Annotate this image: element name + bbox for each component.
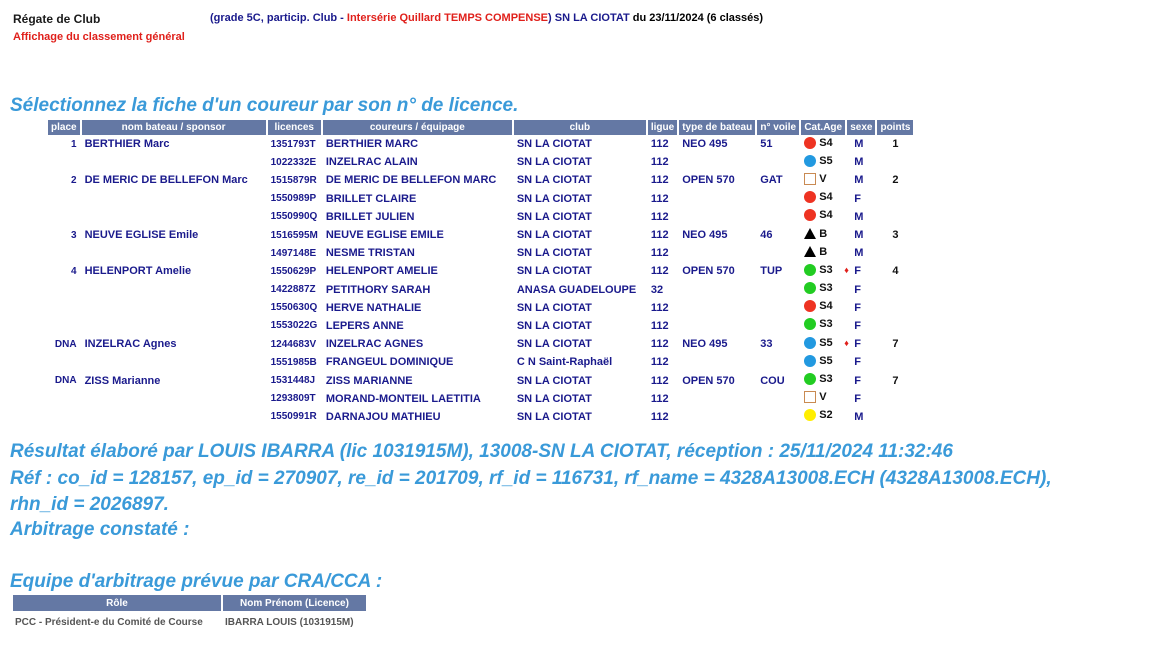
sex-label: F	[854, 374, 861, 387]
page-title: Régate de Club	[13, 12, 101, 26]
place-cell	[48, 153, 80, 171]
sex-label: M	[854, 247, 864, 260]
circle-icon	[804, 318, 816, 330]
arb-role: PCC - Président-e du Comité de Course	[15, 617, 203, 628]
female-skipper-icon: ♦	[844, 338, 849, 349]
boat-type-cell	[679, 390, 755, 408]
age-category-label: S5	[819, 354, 833, 367]
age-category	[804, 300, 832, 312]
boat-type-cell	[679, 190, 755, 208]
table-row	[48, 335, 913, 353]
licence-link[interactable]: 1516595M	[270, 229, 318, 241]
licence-link[interactable]: 1351793T	[270, 138, 316, 150]
sex-cell	[847, 153, 875, 171]
circle-icon	[804, 209, 816, 221]
ligue-cell: 112	[650, 410, 669, 423]
licence-link[interactable]: 1022332E	[270, 156, 317, 168]
points-cell	[877, 408, 913, 426]
boat-type-cell: NEO 495	[682, 229, 728, 242]
place-cell	[48, 390, 80, 408]
age-category-label: S3	[819, 373, 833, 386]
sex-label: F	[854, 356, 861, 369]
age-category	[804, 391, 826, 403]
arb-row	[13, 611, 366, 634]
sex-cell	[847, 317, 875, 335]
age-category	[804, 355, 832, 367]
age-category	[804, 191, 832, 203]
crew-cell: BERTHIER MARC	[325, 138, 419, 151]
col-sail-number: n° voile	[757, 120, 799, 135]
ligue-cell: 112	[650, 374, 669, 387]
age-category-label: S3	[819, 263, 833, 276]
boat-cell: ZISS Marianne	[84, 374, 161, 387]
points-cell	[877, 208, 913, 226]
club-cell: ANASA GUADELOUPE	[516, 283, 637, 296]
boat-cell: NEUVE EGLISE Emile	[84, 229, 199, 242]
club-cell: SN LA CIOTAT	[516, 319, 592, 332]
place-cell	[48, 190, 80, 208]
square-icon	[804, 173, 816, 185]
age-category-label: S3	[819, 318, 833, 331]
club-cell: SN LA CIOTAT	[516, 229, 592, 242]
result-line: Résultat élaboré par LOUIS IBARRA (lic 1031915M), 13008-SN LA CIOTAT, réception : 25/11/2024 11:32:46	[10, 441, 953, 462]
ligue-cell: 112	[650, 192, 669, 205]
table-row	[48, 281, 913, 299]
age-category-cell	[801, 226, 845, 244]
boat-type-cell: OPEN 570	[682, 374, 735, 387]
boat-type-cell	[679, 281, 755, 299]
place-cell	[48, 317, 80, 335]
boat-type-cell	[679, 208, 755, 226]
table-row	[48, 353, 913, 371]
sex-cell	[847, 390, 875, 408]
licence-link[interactable]: 1293809T	[270, 393, 316, 405]
age-category	[804, 228, 827, 240]
crew-cell: BRILLET JULIEN	[325, 210, 415, 223]
club-cell: SN LA CIOTAT	[516, 410, 592, 423]
licence-link[interactable]: 1422887Z	[270, 284, 316, 296]
club-cell: SN LA CIOTAT	[516, 338, 592, 351]
points-cell: 7	[892, 374, 899, 387]
ligue-cell: 112	[650, 392, 669, 405]
points-cell	[877, 317, 913, 335]
licence-link[interactable]: 1550989P	[270, 193, 317, 205]
club-cell: SN LA CIOTAT	[516, 374, 592, 387]
results-table	[46, 120, 915, 426]
crew-cell: BRILLET CLAIRE	[325, 192, 417, 205]
table-row	[48, 262, 913, 280]
sex-cell	[847, 135, 875, 153]
ligue-cell: 112	[650, 210, 669, 223]
sail-number-cell: 33	[760, 338, 773, 351]
place-cell	[48, 353, 80, 371]
arb-col-role: Rôle	[13, 595, 221, 611]
boat-cell	[82, 390, 266, 408]
sail-number-cell	[757, 208, 799, 226]
circle-icon	[804, 155, 816, 167]
licence-link[interactable]: 1550629P	[270, 265, 317, 277]
sex-label: F	[854, 283, 861, 296]
club-cell: C N Saint-Raphaël	[516, 356, 613, 369]
ref-line-2: rhn_id = 2026897.	[10, 494, 169, 515]
crew-cell: FRANGEUL DOMINIQUE	[325, 356, 454, 369]
ligue-cell: 112	[650, 301, 669, 314]
col-licence: licences	[268, 120, 321, 135]
licence-link[interactable]: 1550991R	[270, 411, 317, 423]
licence-link[interactable]: 1553022G	[270, 320, 318, 332]
age-category-cell	[801, 171, 845, 189]
table-row	[48, 408, 913, 426]
sail-number-cell: 51	[760, 138, 773, 151]
boat-type-cell	[679, 353, 755, 371]
arbitrage-heading: Arbitrage constaté :	[10, 519, 190, 540]
points-cell	[877, 353, 913, 371]
boat-type-cell	[679, 317, 755, 335]
club-cell: SN LA CIOTAT	[516, 174, 592, 187]
points-cell: 3	[892, 229, 899, 242]
club-cell: SN LA CIOTAT	[516, 247, 592, 260]
crew-cell: INZELRAC AGNES	[325, 338, 424, 351]
age-category	[804, 173, 826, 185]
ligue-cell: 112	[650, 356, 669, 369]
club-cell: SN LA CIOTAT	[516, 265, 592, 278]
age-category-label: S4	[819, 300, 833, 313]
boat-cell	[82, 153, 266, 171]
boat-cell	[82, 208, 266, 226]
sex-label: M	[854, 156, 864, 169]
arb-col-name: Nom Prénom (Licence)	[223, 595, 366, 611]
ref-line-1: Réf : co_id = 128157, ep_id = 270907, re_id = 201709, rf_id = 116731, rf_name = 4328A13008.ECH (4328A13008.ECH),	[10, 468, 1052, 489]
sail-number-cell	[757, 408, 799, 426]
boat-type-cell: NEO 495	[682, 138, 728, 151]
sail-number-cell: COU	[760, 374, 785, 387]
sex-cell	[847, 371, 875, 389]
crew-cell: NEUVE EGLISE EMILE	[325, 229, 444, 242]
sex-cell	[847, 281, 875, 299]
sex-cell	[847, 226, 875, 244]
club-cell: SN LA CIOTAT	[516, 138, 592, 151]
sex-label: F	[854, 301, 861, 314]
boat-type-cell: OPEN 570	[682, 265, 735, 278]
col-points: points	[877, 120, 913, 135]
place-cell	[48, 408, 80, 426]
sail-number-cell	[757, 190, 799, 208]
points-cell: 1	[892, 138, 899, 151]
table-row	[48, 135, 913, 153]
sail-number-cell	[757, 317, 799, 335]
boat-cell	[82, 317, 266, 335]
crew-cell: HERVE NATHALIE	[325, 301, 422, 314]
boat-cell	[82, 244, 266, 262]
table-row	[48, 153, 913, 171]
results-body	[48, 135, 913, 426]
regatta-info	[210, 12, 763, 24]
club-cell: SN LA CIOTAT	[516, 192, 592, 205]
page-subtitle: Affichage du classement général	[13, 31, 185, 43]
ligue-cell: 112	[650, 319, 669, 332]
place-cell: DNA	[54, 375, 77, 387]
col-crew: coureurs / équipage	[323, 120, 512, 135]
table-row	[48, 299, 913, 317]
age-category-cell	[801, 317, 845, 335]
age-category	[804, 264, 832, 276]
sail-number-cell	[757, 281, 799, 299]
age-category	[804, 373, 832, 385]
sex-cell	[847, 190, 875, 208]
age-category-cell	[801, 208, 845, 226]
licence-link[interactable]: 1550990Q	[270, 211, 318, 223]
age-category	[804, 409, 832, 421]
table-row	[48, 226, 913, 244]
col-ligue: ligue	[648, 120, 677, 135]
boat-cell: INZELRAC Agnes	[84, 338, 177, 351]
square-icon	[804, 391, 816, 403]
circle-icon	[804, 300, 816, 312]
col-sex: sexe	[847, 120, 875, 135]
table-row	[48, 208, 913, 226]
place-cell: 2	[71, 174, 77, 186]
place-cell: 1	[71, 138, 77, 150]
ligue-cell: 32	[650, 283, 664, 296]
sex-cell	[847, 244, 875, 262]
boat-cell	[82, 281, 266, 299]
circle-icon	[804, 355, 816, 367]
circle-icon	[804, 409, 816, 421]
sex-cell	[847, 299, 875, 317]
club-cell: SN LA CIOTAT	[516, 156, 592, 169]
age-category-label: S3	[819, 282, 833, 295]
sex-label: M	[854, 210, 864, 223]
sex-cell	[847, 353, 875, 371]
sex-label: F	[854, 265, 861, 278]
ligue-cell: 112	[650, 174, 669, 187]
table-row	[48, 244, 913, 262]
ligue-cell: 112	[650, 247, 669, 260]
age-category-label: V	[819, 172, 827, 185]
club-cell: SN LA CIOTAT	[516, 210, 592, 223]
sex-label: M	[854, 138, 864, 151]
points-cell	[877, 190, 913, 208]
crew-cell: LEPERS ANNE	[325, 319, 404, 332]
regatta-info-close: ) SN LA CIOTAT	[548, 12, 630, 24]
select-heading: Sélectionnez la fiche d'un coureur par son n° de licence.	[10, 95, 519, 116]
sail-number-cell	[757, 390, 799, 408]
age-category-label: B	[819, 227, 828, 240]
ligue-cell: 112	[650, 138, 669, 151]
ligue-cell: 112	[650, 229, 669, 242]
licence-link[interactable]: 1551985B	[270, 356, 317, 368]
regatta-date: du 23/11/2024 (6 classés)	[629, 12, 764, 24]
sex-label: M	[854, 174, 864, 187]
crew-cell: DARNAJOU MATHIEU	[325, 410, 441, 423]
age-category-label: S4	[819, 136, 833, 149]
circle-icon	[804, 137, 816, 149]
club-cell: SN LA CIOTAT	[516, 392, 592, 405]
col-boat: nom bateau / sponsor	[82, 120, 266, 135]
points-cell: 4	[892, 265, 899, 278]
club-cell: SN LA CIOTAT	[516, 301, 592, 314]
boat-type-cell: NEO 495	[682, 338, 728, 351]
age-category-label: S5	[819, 154, 833, 167]
age-category-label: S4	[819, 191, 833, 204]
boat-cell: BERTHIER Marc	[84, 138, 170, 151]
age-category-cell	[801, 190, 845, 208]
age-category-cell	[801, 281, 845, 299]
circle-icon	[804, 191, 816, 203]
points-cell	[877, 153, 913, 171]
age-category-cell	[801, 353, 845, 371]
place-cell	[48, 244, 80, 262]
arb-name: IBARRA LOUIS (1031915M)	[225, 617, 354, 628]
crew-cell: NESME TRISTAN	[325, 247, 415, 260]
regatta-info-open: (grade 5C, particip. Club -	[210, 12, 347, 24]
ligue-cell: 112	[650, 265, 669, 278]
age-category	[804, 209, 832, 221]
age-category-cell	[801, 135, 845, 153]
age-category-cell	[801, 371, 845, 389]
boat-cell	[82, 299, 266, 317]
col-place: place	[48, 120, 80, 135]
table-row	[48, 390, 913, 408]
sex-cell	[847, 171, 875, 189]
place-cell	[48, 299, 80, 317]
sex-cell	[844, 262, 875, 280]
results-header-row	[48, 120, 913, 135]
sex-label: F	[854, 192, 861, 205]
age-category-cell	[801, 335, 845, 353]
crew-cell: INZELRAC ALAIN	[325, 156, 418, 169]
sex-label: M	[854, 229, 864, 242]
points-cell	[877, 244, 913, 262]
age-category	[804, 282, 832, 294]
age-category-cell	[801, 299, 845, 317]
circle-icon	[804, 373, 816, 385]
boat-cell: DE MERIC DE BELLEFON Marc	[84, 174, 248, 187]
points-cell	[877, 390, 913, 408]
crew-cell: DE MERIC DE BELLEFON MARC	[325, 174, 497, 187]
triangle-icon	[804, 246, 816, 257]
ligue-cell: 112	[650, 156, 669, 169]
sail-number-cell	[757, 353, 799, 371]
female-skipper-icon: ♦	[844, 265, 849, 276]
crew-cell: PETITHORY SARAH	[325, 283, 431, 296]
boat-cell	[82, 190, 266, 208]
table-row	[48, 317, 913, 335]
ligue-cell: 112	[650, 338, 669, 351]
place-cell	[48, 208, 80, 226]
triangle-icon	[804, 228, 816, 239]
licence-link[interactable]: 1550630Q	[270, 302, 318, 314]
regatta-series: Intersérie Quillard TEMPS COMPENSE	[346, 12, 549, 24]
boat-type-cell	[679, 299, 755, 317]
age-category	[804, 337, 832, 349]
col-age-category: Cat.Age	[801, 120, 845, 135]
place-cell: 4	[71, 265, 77, 277]
equipe-heading: Equipe d'arbitrage prévue par CRA/CCA :	[10, 571, 383, 592]
boat-type-cell	[679, 244, 755, 262]
age-category-label: S5	[819, 336, 833, 349]
boat-cell: HELENPORT Amelie	[84, 265, 192, 278]
age-category-cell	[801, 408, 845, 426]
age-category	[804, 137, 832, 149]
arbitrage-table	[11, 595, 368, 634]
circle-icon	[804, 337, 816, 349]
circle-icon	[804, 264, 816, 276]
crew-cell: ZISS MARIANNE	[325, 374, 413, 387]
licence-link[interactable]: 1497148E	[270, 247, 317, 259]
boat-cell	[82, 408, 266, 426]
age-category-cell	[801, 153, 845, 171]
age-category-label: B	[819, 245, 828, 258]
place-cell	[48, 281, 80, 299]
sex-label: F	[854, 319, 861, 332]
sail-number-cell	[757, 299, 799, 317]
age-category	[804, 155, 832, 167]
age-category	[804, 246, 827, 258]
points-cell	[877, 299, 913, 317]
points-cell	[877, 281, 913, 299]
age-category-cell	[801, 262, 845, 280]
crew-cell: MORAND-MONTEIL LAETITIA	[325, 392, 481, 405]
sail-number-cell: GAT	[760, 174, 783, 187]
table-row	[48, 190, 913, 208]
sex-label: M	[854, 410, 864, 423]
licence-link[interactable]: 1531448J	[270, 375, 316, 387]
boat-cell	[82, 353, 266, 371]
crew-cell: HELENPORT AMELIE	[325, 265, 438, 278]
sail-number-cell: 46	[760, 229, 773, 242]
points-cell: 2	[892, 174, 899, 187]
sail-number-cell	[757, 244, 799, 262]
boat-type-cell: OPEN 570	[682, 174, 735, 187]
boat-type-cell	[679, 408, 755, 426]
sex-label: F	[854, 338, 861, 351]
age-category-label: S2	[819, 409, 833, 422]
age-category-cell	[801, 244, 845, 262]
licence-link[interactable]: 1515879R	[270, 174, 317, 186]
age-category-label: S4	[819, 209, 833, 222]
age-category-label: V	[819, 391, 827, 404]
licence-link[interactable]: 1244683V	[270, 338, 317, 350]
circle-icon	[804, 282, 816, 294]
sex-cell	[844, 335, 875, 353]
age-category	[804, 318, 832, 330]
boat-type-cell	[679, 153, 755, 171]
sex-cell	[847, 208, 875, 226]
col-club: club	[514, 120, 646, 135]
sail-number-cell: TUP	[760, 265, 783, 278]
age-category-cell	[801, 390, 845, 408]
sail-number-cell	[757, 153, 799, 171]
table-row	[48, 371, 913, 389]
points-cell: 7	[892, 338, 899, 351]
col-boat-type: type de bateau	[679, 120, 755, 135]
sex-cell	[847, 408, 875, 426]
table-row	[48, 171, 913, 189]
place-cell: DNA	[54, 338, 77, 350]
place-cell: 3	[71, 229, 77, 241]
sex-label: F	[854, 392, 861, 405]
